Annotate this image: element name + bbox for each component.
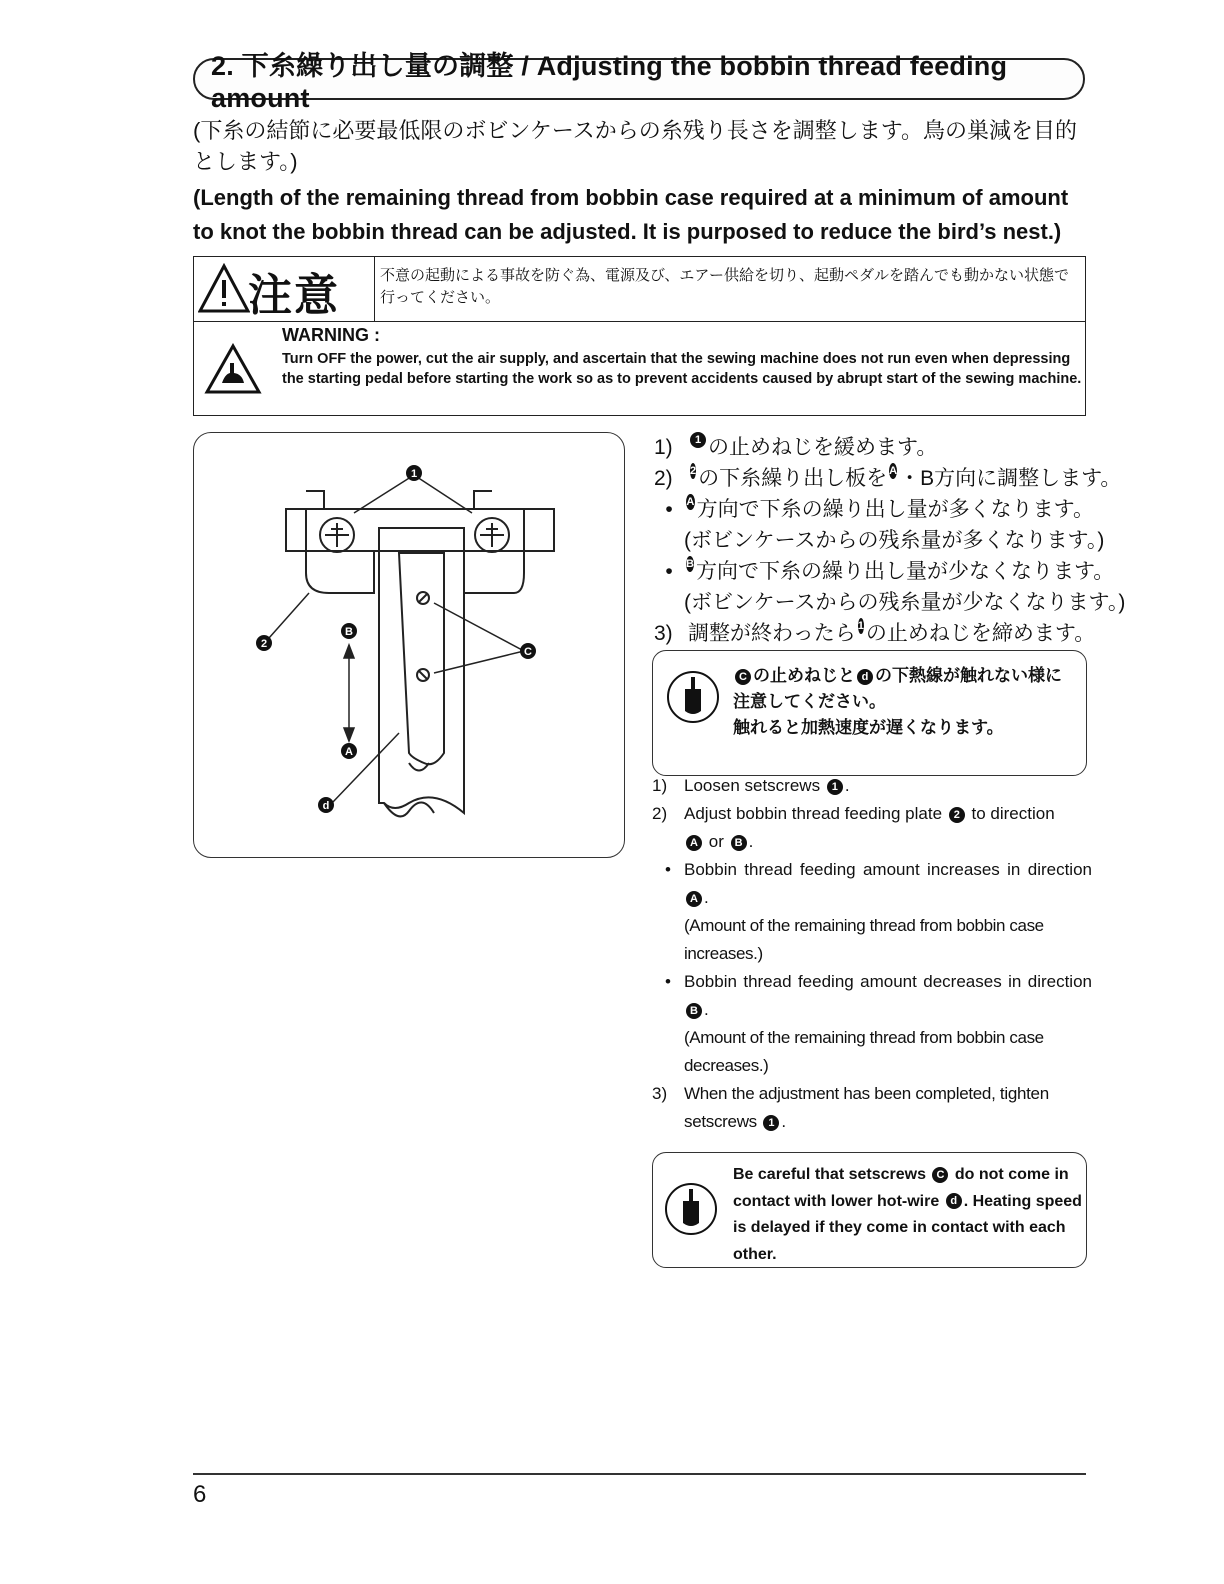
- intro-english: (Length of the remaining thread from bobbin case required at a minimum of amount to knot the bobbin thread can be adjusted. It is purposed to reduce the bird’s nest.): [193, 185, 1069, 244]
- steps-japanese: [654, 432, 1126, 649]
- label-text-1: 1: [410, 468, 418, 480]
- caution-japanese-row: [194, 257, 1085, 322]
- step-en-1: 1) Loosen setscrews 1 .: [652, 776, 850, 795]
- caution-note-japanese: [652, 650, 1087, 776]
- footer-divider: [193, 1473, 1086, 1475]
- section-title: 2. 下糸繰り出し量の調整 / Adjusting the bobbin thread feeding amount: [211, 51, 1008, 113]
- step-en-bullet-a: • Bobbin thread feeding amount increases in direction A .: [665, 860, 1092, 907]
- label-text-c: C: [524, 646, 532, 658]
- label-text-2: 2: [260, 638, 268, 650]
- warning-title: WARNING :: [282, 325, 380, 345]
- step-jp-3: 3) 調整が終わったら 1 の止めねじを締めます。: [654, 620, 1096, 645]
- bobbin-plate-figure: [193, 432, 625, 858]
- step-jp-bullet-b: • B 方向で下糸の繰り出し量が少なくなります。: [665, 558, 1115, 583]
- hand-hazard-icon: [204, 343, 262, 395]
- step-en-3: 3) When the adjustment has been completed, tighten setscrews 1 .: [652, 1084, 1049, 1131]
- warning-text: Turn OFF the power, cut the air supply, and ascertain that the sewing machine does not run even when depressing the starting pedal before starting the work so as to prevent accidents caused by abrupt start of the sewing machine.: [282, 351, 1082, 387]
- step-en-bullet-b: • Bobbin thread feeding amount decreases in direction B .: [665, 972, 1092, 1019]
- label-text-b: B: [345, 626, 353, 638]
- step-jp-1: 1) 1 の止めねじを緩めます。: [654, 434, 938, 459]
- section-title-box: [193, 51, 1085, 113]
- note-jp-text: C の止めねじと d の下熱線が触れない様に 注意してください。 触れると加熱速度が遅くなります。: [733, 666, 1062, 737]
- step-jp-bullet-a: • A 方向で下糸の繰り出し量が多くなります。: [665, 496, 1094, 521]
- caution-note-english: [652, 1152, 1087, 1268]
- caution-table: [193, 256, 1086, 416]
- label-text-d: d: [322, 800, 330, 812]
- intro-japanese: (下糸の結節に必要最低限のボビンケースからの糸残り長さを調整します。鳥の巣減を目的とします。): [193, 118, 1078, 174]
- warning-triangle-icon: [198, 263, 250, 315]
- step-jp-2: 2) 2 の下糸繰り出し板を A ・B方向に調整します。: [654, 465, 1122, 490]
- step-en-2: 2) Adjust bobbin thread feeding plate 2 to direction A or B .: [652, 804, 1055, 851]
- caution-label-jp: 注意: [248, 271, 340, 320]
- caution-hand-icon: [665, 669, 721, 725]
- bobbin-plate-diagram: [194, 433, 626, 859]
- page-number: 6: [193, 1481, 207, 1508]
- step-en-bullet-b-note: (Amount of the remaining thread from bobbin case decreases.): [684, 1028, 1044, 1075]
- caution-hand-icon: [663, 1181, 719, 1237]
- note-en-text: Be careful that setscrews C do not come in contact with lower hot-wire d . Heating speed is delayed if they come in contact with each other.: [733, 1166, 1082, 1263]
- caution-text-jp: 不意の起動による事故を防ぐ為、電源及び、エアー供給を切り、起動ペダルを踏んでも動かない状態で行ってください。: [380, 267, 1069, 306]
- step-jp-bullet-a-note: (ボビンケースからの残糸量が多くなります。): [684, 529, 1105, 552]
- step-jp-bullet-b-note: (ボビンケースからの残糸量が少なくなります。): [684, 591, 1126, 614]
- step-en-bullet-a-note: (Amount of the remaining thread from bobbin case increases.): [684, 916, 1044, 963]
- label-text-a: A: [345, 746, 353, 758]
- caution-icon-cell: [194, 257, 375, 321]
- steps-english: [652, 772, 1092, 1136]
